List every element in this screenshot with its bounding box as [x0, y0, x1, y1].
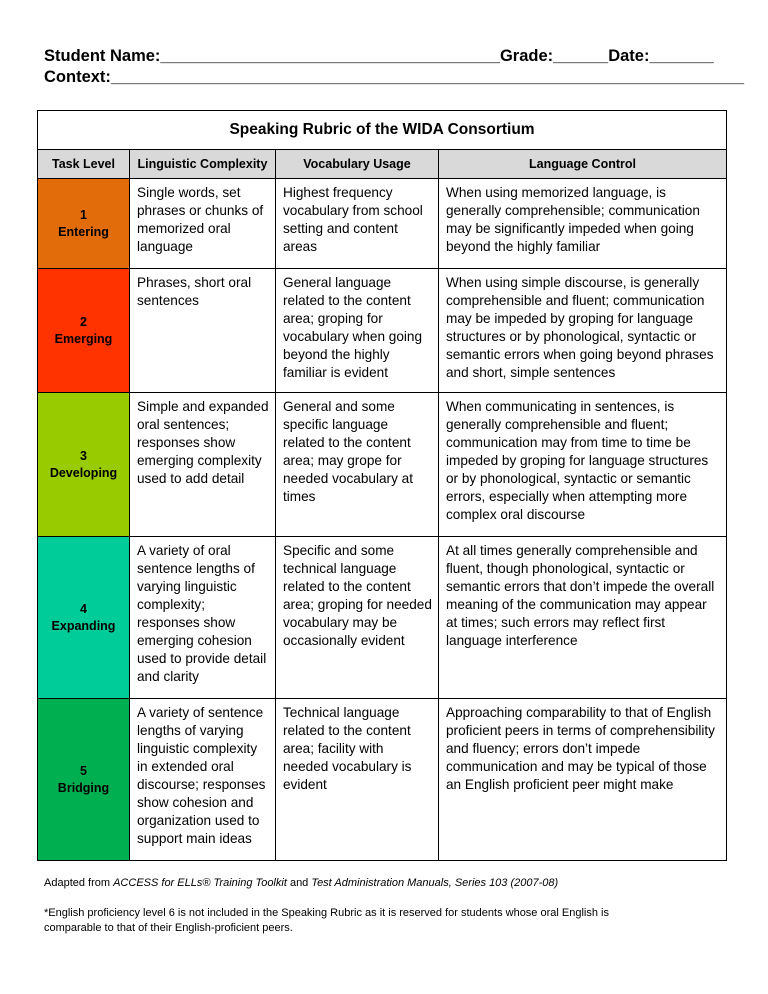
level-cell-expanding [38, 537, 130, 699]
adapted-prefix: Adapted from [44, 877, 114, 889]
level-number: 5 [80, 763, 87, 778]
table-row [38, 393, 727, 537]
level-name: Bridging [57, 780, 110, 795]
column-header-language-control: Language Control [439, 150, 727, 179]
level-number: 1 [80, 207, 87, 222]
language-control-cell: When using simple discourse, is generally comprehensible and fluent; communication may be impeded by groping for language structures or by phonological, syntactic or semantic errors when going beyond phrases and short, simple sentences [439, 269, 727, 393]
table-row [38, 699, 727, 861]
level-name: Emerging [54, 331, 113, 346]
column-header-task-level: Task Level [38, 150, 130, 179]
level-number: 3 [80, 448, 87, 463]
level-name: Developing [49, 465, 118, 480]
linguistic-complexity-cell: Single words, set phrases or chunks of memorized oral language [130, 179, 276, 269]
table-row [38, 179, 727, 269]
level-cell-emerging [38, 269, 130, 393]
level-cell-entering [38, 179, 130, 269]
vocabulary-usage-cell: Technical language related to the content area; facility with needed vocabulary is evident [276, 699, 439, 861]
language-control-cell: When communicating in sentences, is generally comprehensible and fluent; communication may from time to time be impeded by groping for language structures or by phonological, syntactic or semantic errors, especially when attempting more complex oral discourse [439, 393, 727, 537]
column-header-row [38, 150, 727, 179]
rubric-title: Speaking Rubric of the WIDA Consortium [38, 111, 727, 150]
level-name: Entering [58, 224, 109, 239]
column-header-vocabulary-usage: Vocabulary Usage [276, 150, 439, 179]
linguistic-complexity-cell: A variety of sentence lengths of varying linguistic complexity in extended oral discourse; responses show cohesion and organization used to support main ideas [130, 699, 276, 861]
adapted-from-note [44, 877, 558, 889]
adapted-and: and [286, 877, 312, 889]
level-cell-developing [38, 393, 130, 537]
level-name: Expanding [51, 618, 116, 633]
context-line: Context:_____________________________________________________________________ [44, 68, 745, 86]
vocabulary-usage-cell: Highest frequency vocabulary from school setting and content areas [276, 179, 439, 269]
vocabulary-usage-cell: General and some specific language related to the content area; may grope for needed vocabulary at times [276, 393, 439, 537]
level-cell-bridging [38, 699, 130, 861]
language-control-cell: When using memorized language, is generally comprehensible; communication may be significantly impeded when going beyond the highly familiar [439, 179, 727, 269]
speaking-rubric-table [37, 110, 727, 861]
linguistic-complexity-cell: Simple and expanded oral sentences; responses show emerging complexity used to add detail [130, 393, 276, 537]
manuals-title: Test Administration Manuals, Series 103 (2007-08) [311, 877, 559, 889]
student-info-header [44, 46, 745, 88]
vocabulary-usage-cell: General language related to the content area; groping for vocabulary when going beyond the highly familiar is evident [276, 269, 439, 393]
language-control-cell: Approaching comparability to that of English proficient peers in terms of comprehensibility and fluency; errors don’t impede communication and may be typical of those an English proficient peer might make [439, 699, 727, 861]
proficiency-level-6-note: *English proficiency level 6 is not included in the Speaking Rubric as it is reserved for students whose oral English is comparable to that of their English-proficient peers. [44, 907, 609, 934]
vocabulary-usage-cell: Specific and some technical language related to the content area; groping for needed vocabulary may be occasionally evident [276, 537, 439, 699]
linguistic-complexity-cell: Phrases, short oral sentences [130, 269, 276, 393]
column-header-linguistic-complexity: Linguistic Complexity [130, 150, 276, 179]
language-control-cell: At all times generally comprehensible and fluent, though phonological, syntactic or semantic errors that don’t impede the overall meaning of the communication may appear at times; such errors may reflect first language interference [439, 537, 727, 699]
level-number: 2 [80, 314, 87, 329]
toolkit-title: ACCESS for ELLs® Training Toolkit [113, 877, 287, 889]
table-row [38, 269, 727, 393]
level-number: 4 [80, 601, 87, 616]
table-row [38, 537, 727, 699]
student-name-grade-date-line: Student Name:_____________________________________Grade:______Date:_______ [44, 47, 714, 65]
linguistic-complexity-cell: A variety of oral sentence lengths of varying linguistic complexity; responses show emerging cohesion used to provide detail and clarity [130, 537, 276, 699]
